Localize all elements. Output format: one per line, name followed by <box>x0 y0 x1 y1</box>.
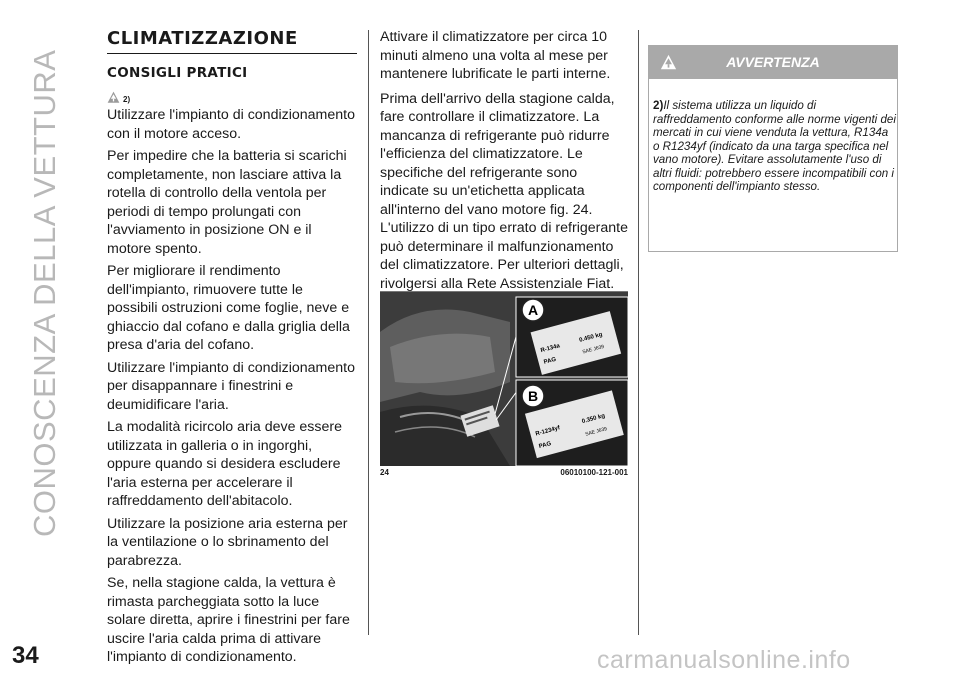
warning-reference-number: 2) <box>123 95 131 104</box>
paragraph: Utilizzare l'impianto di condizionamento con il motore acceso. <box>107 107 355 142</box>
column-divider <box>638 30 639 635</box>
engine-bay-figure <box>380 291 628 466</box>
page-number: 34 <box>12 642 39 669</box>
warning-body <box>648 79 898 252</box>
label-b-amount: 0.350 kg <box>581 413 606 426</box>
warning-text: Il sistema utilizza un liquido di raffreddamento conforme alle norme vigenti dei mercati in cui viene venduta la vettura, R134a o R1234yf (indicato da una targa specifica nel vano motore). Evitare assolutamente l'uso di altri fluidi: potrebbero essere incompatibili con i componenti dell'impianto stesso. <box>653 99 896 193</box>
label-b-marker: B <box>527 388 539 404</box>
warning-reference <box>107 88 357 104</box>
paragraph: Prima dell'arrivo della stagione calda, fare controllare il climatizzatore. La mancanza di refrigerante può ridurre l'efficienza del climatizzatore. Le specifiche del refrigerante sono indicate su un'etichetta applicata all'interno del vano motore fig. 24. L'utilizzo di un tipo errato di refrigerante può determinare il malfunzionamento del climatizzatore. Per ulteriori dettagli, rivolgersi alla Rete Assistenziale Fiat. <box>380 90 628 292</box>
label-a-oil: PAG <box>543 356 557 366</box>
label-a-oil-code: SAE J639 <box>581 343 605 356</box>
paragraph: Utilizzare la posizione aria esterna per la ventilazione o lo sbrinamento del parabrezza. <box>107 515 348 569</box>
paragraph: Utilizzare l'impianto di condizionamento per disappannare i finestrini e deumidificare l'aria. <box>107 359 355 413</box>
tree-warning-icon <box>107 91 120 104</box>
tree-warning-icon <box>660 54 677 71</box>
paragraph: Per impedire che la batteria si scarichi completamente, non lasciare attiva la rotella di controllo della ventola per periodi di tempo prolungati con l'avviamento in posizione ON e il motore spento. <box>107 148 347 257</box>
warning-number: 2) <box>653 99 664 112</box>
middle-column <box>380 28 628 299</box>
figure-caption <box>380 468 628 477</box>
engine-bay-illustration <box>380 292 628 466</box>
left-column <box>107 28 357 667</box>
label-a-refrigerant: R-134a <box>540 343 561 355</box>
label-b-oil-code: SAE J639 <box>584 426 608 438</box>
section-side-label: CONOSCENZA DELLA VETTURA <box>27 49 62 537</box>
warning-box <box>648 45 898 252</box>
column-divider <box>368 30 369 635</box>
warning-title: AVVERTENZA <box>726 54 820 70</box>
label-b-oil: PAG <box>538 441 553 451</box>
label-a-amount: 0.450 kg <box>578 331 604 344</box>
watermark: carmanualsonline.info <box>597 646 851 674</box>
page-title: CLIMATIZZAZIONE <box>107 28 357 54</box>
figure-code: 06010100-121-001 <box>560 468 628 477</box>
paragraph: Per migliorare il rendimento dell'impianto, rimuovere tutte le possibili ostruzioni come foglie, neve e ghiaccio dal cofano e dalla griglia della presa d'aria del cofano. <box>107 263 350 353</box>
label-a-marker: A <box>527 302 539 318</box>
paragraph: La modalità ricircolo aria deve essere utilizzata in galleria o in ingorghi, oppure quando si desidera escludere l'aria esterna per accelerare il raffreddamento dell'abitacolo. <box>107 419 342 509</box>
label-b-refrigerant: R-1234yf <box>534 425 561 438</box>
figure-number: 24 <box>380 468 389 477</box>
paragraph: Attivare il climatizzatore per circa 10 minuti almeno una volta al mese per mantenere lubrificate le parti interne. <box>380 29 611 82</box>
paragraph: Se, nella stagione calda, la vettura è rimasta parcheggiata sotto la luce solare diretta, aprire i finestrini per fare uscire l'aria calda prima di attivare l'impianto di condizionamento. <box>107 575 350 665</box>
section-subtitle: CONSIGLI PRATICI <box>107 65 248 81</box>
warning-header <box>648 45 898 79</box>
